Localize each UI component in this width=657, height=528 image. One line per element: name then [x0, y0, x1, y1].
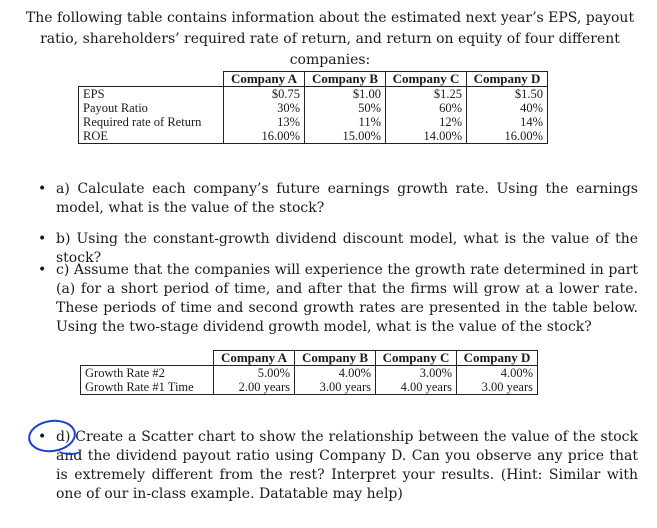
cell: 4.00%	[295, 366, 376, 381]
header-company-d: Company D	[457, 351, 538, 366]
cell: 50%	[305, 101, 386, 115]
company-data-table	[78, 71, 548, 144]
cell: 3.00%	[376, 366, 457, 381]
row-label: Growth Rate #1 Time	[81, 380, 214, 395]
question-d	[38, 428, 638, 504]
bullet-icon: •	[38, 429, 47, 445]
row-label: ROE	[79, 129, 224, 144]
bullet-icon: •	[38, 231, 47, 247]
cell: 13%	[224, 115, 305, 129]
cell: 4.00 years	[376, 380, 457, 395]
header-company-b: Company B	[295, 351, 376, 366]
table-row	[79, 129, 548, 144]
cell: 15.00%	[305, 129, 386, 144]
bullet-icon: •	[38, 262, 47, 278]
question-c	[38, 261, 638, 337]
header-company-c: Company C	[376, 351, 457, 366]
table-row	[79, 115, 548, 129]
header-company-d: Company D	[467, 72, 548, 87]
table-header-row	[81, 351, 538, 366]
table-row	[81, 380, 538, 395]
question-b-text: b) Using the constant-growth dividend discount model, what is the value of the stock?	[56, 231, 638, 266]
table-row	[79, 87, 548, 102]
table-row	[81, 366, 538, 381]
handwritten-stroke-annotation	[58, 443, 82, 455]
cell: $0.75	[224, 87, 305, 102]
cell: 3.00 years	[295, 380, 376, 395]
row-label: Growth Rate #2	[81, 366, 214, 381]
question-a-text: a) Calculate each company’s future earnings growth rate. Using the earnings model, what is the value of the stock?	[56, 181, 638, 216]
cell: 3.00 years	[457, 380, 538, 395]
header-company-a: Company A	[214, 351, 295, 366]
question-a	[38, 180, 638, 218]
cell: 60%	[386, 101, 467, 115]
header-blank	[79, 72, 224, 87]
bullet-icon: •	[38, 181, 47, 197]
cell: 2.00 years	[214, 380, 295, 395]
table-row	[79, 101, 548, 115]
row-label: EPS	[79, 87, 224, 102]
table-header-row	[79, 72, 548, 87]
cell: 14.00%	[386, 129, 467, 144]
cell: 11%	[305, 115, 386, 129]
cell: 4.00%	[457, 366, 538, 381]
header-company-b: Company B	[305, 72, 386, 87]
header-company-c: Company C	[386, 72, 467, 87]
cell: 14%	[467, 115, 548, 129]
cell: 30%	[224, 101, 305, 115]
row-label: Payout Ratio	[79, 101, 224, 115]
growth-rate-table	[80, 350, 538, 395]
cell: 16.00%	[467, 129, 548, 144]
cell: $1.00	[305, 87, 386, 102]
question-d-text: d) Create a Scatter chart to show the relationship between the value of the stock and the dividend payout ratio using Company D. Can you observe any price that is extremely different from the rest? Interpret your results. (Hint: Similar with one of our in-class example. Datatable may help)	[56, 429, 638, 502]
cell: $1.25	[386, 87, 467, 102]
cell: 40%	[467, 101, 548, 115]
row-label: Required rate of Return	[79, 115, 224, 129]
intro-paragraph: The following table contains information about the estimated next year’s EPS, payout ratio, shareholders’ required rate of return, and return on equity of four different companies:	[25, 10, 635, 68]
header-company-a: Company A	[224, 72, 305, 87]
cell: 5.00%	[214, 366, 295, 381]
question-c-text: c) Assume that the companies will experience the growth rate determined in part (a) for a short period of time, and after that the firms will grow at a lower rate. These periods of time and second growth rates are presented in the table below. Using the two-stage dividend growth model, what is the value of the stock?	[56, 262, 638, 335]
cell: $1.50	[467, 87, 548, 102]
cell: 12%	[386, 115, 467, 129]
cell: 16.00%	[224, 129, 305, 144]
header-blank	[81, 351, 214, 366]
